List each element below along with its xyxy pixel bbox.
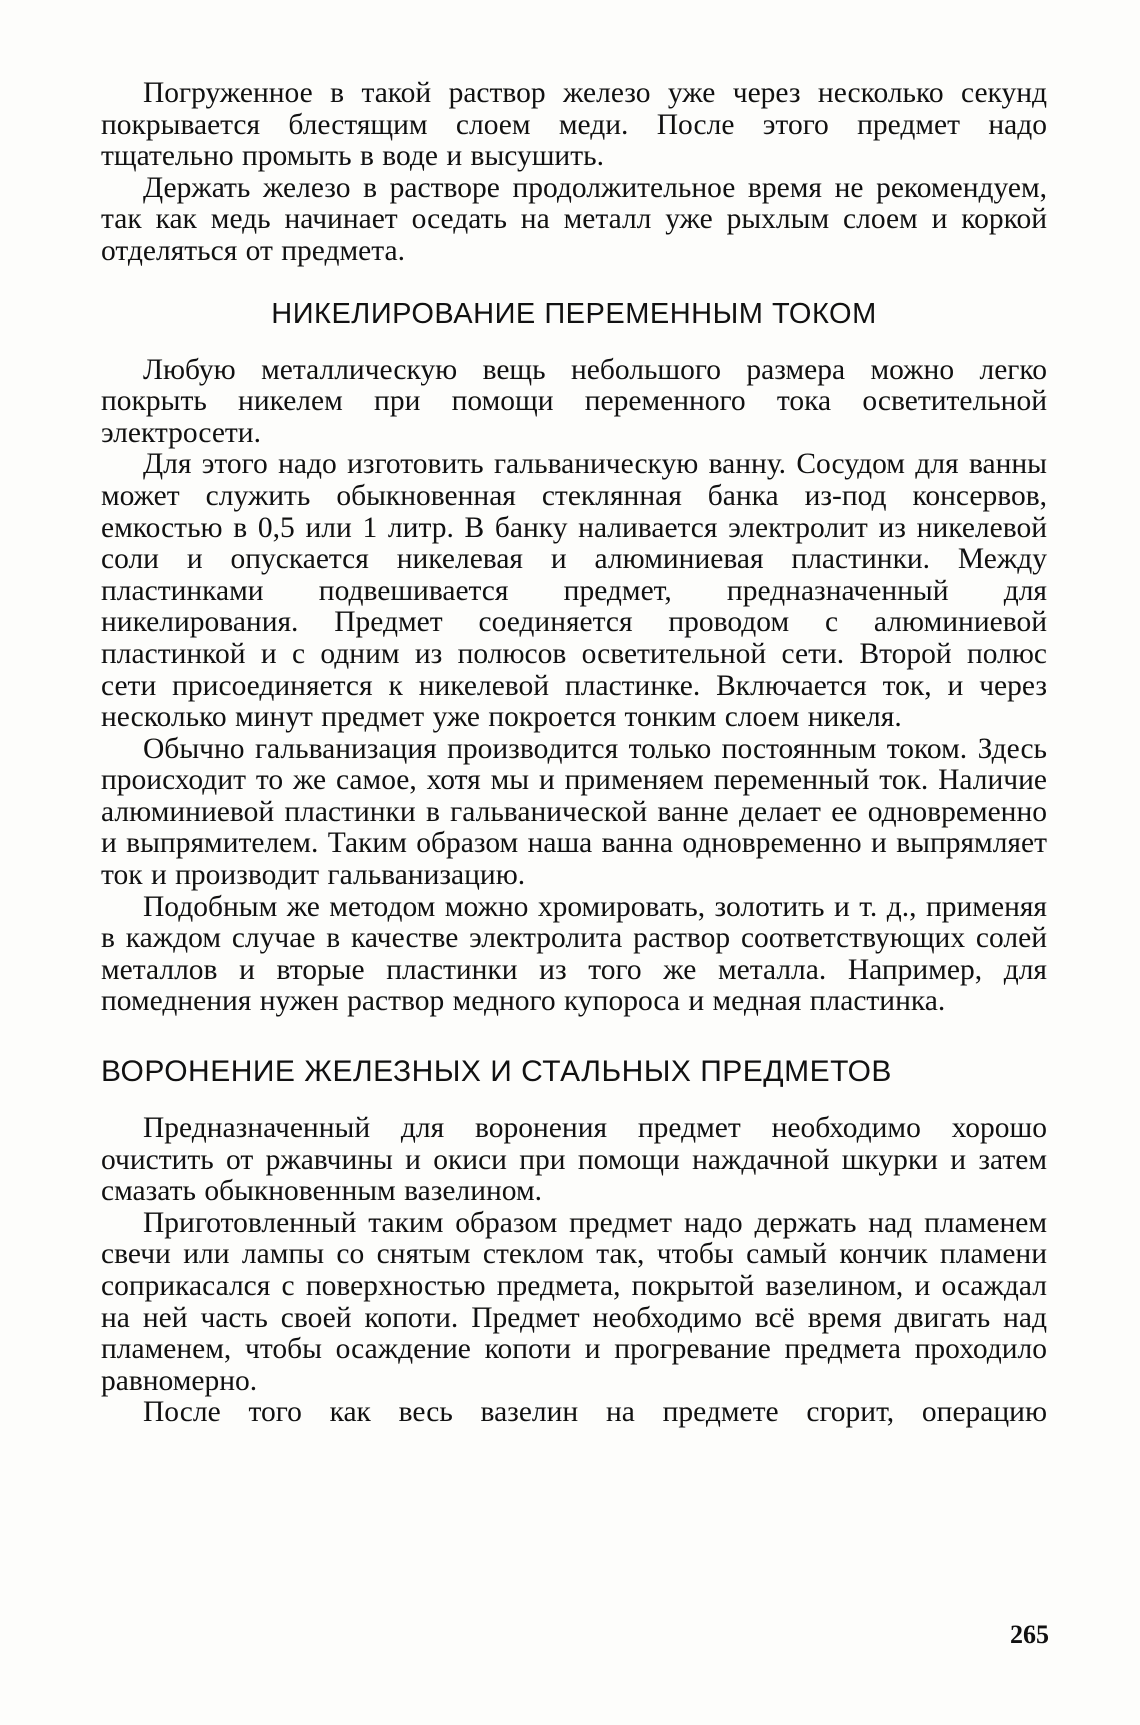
paragraph: Держать железо в растворе продолжительное время не рекомендуем, так как медь начинает оседать на металл уже рыхлым слоем и коркой отделяться от предмета. — [101, 171, 1047, 267]
section-heading-bluing: ВОРОНЕНИЕ ЖЕЛЕЗНЫХ И СТАЛЬНЫХ ПРЕДМЕТОВ — [101, 1055, 892, 1089]
paragraph: Обычно гальванизация производится только постоянным током. Здесь происходит то же самое, хотя мы и применяем переменный ток. Наличие алюминиевой пластинки в гальванической ванне делает ее одновременно и выпрямителем. Таким образом наша ванна одновременно и выпрямляет ток и производит гальванизацию. — [101, 732, 1047, 892]
section-heading-nickel-plating: НИКЕЛИРОВАНИЕ ПЕРЕМЕННЫМ ТОКОМ — [271, 297, 877, 330]
paragraph: Для этого надо изготовить гальваническую ванну. Сосудом для ванны может служить обыкновенная стеклянная банка из-под консервов, емкостью в 0,5 или 1 литр. В банку наливается электролит из никелевой соли и опускается никелевая и алюминиевая пластинки. Между пластинками подвешивается предмет, предназначенный для никелирования. Предмет соединяется проводом с алюминиевой пластинкой и с одним из полюсов осветительной сети. Второй полюс сети присоединяется к никелевой пластинке. Включается ток, и через несколько минут предмет уже покроется тонким слоем никеля. — [101, 448, 1047, 734]
text-column — [101, 78, 1047, 1429]
page-number: 265 — [1010, 1620, 1049, 1649]
paragraph: Предназначенный для воронения предмет необходимо хорошо очистить от ржавчины и окиси при помощи наждачной шкурки и затем смазать обыкновенным вазелином. — [101, 1112, 1047, 1208]
paragraph: Любую металлическую вещь небольшого размера можно легко покрыть никелем при помощи переменного тока осветительной электросети. — [101, 353, 1047, 449]
paragraph: Погруженное в такой раствор железо уже через несколько секунд покрывается блестящим слоем меди. После этого предмет надо тщательно промыть в воде и высушить. — [101, 77, 1047, 173]
paragraph-continued: После того как весь вазелин на предмете сгорит, операцию — [143, 1396, 1047, 1429]
paragraph: Приготовленный таким образом предмет надо держать над пламенем свечи или лампы со снятым стеклом так, чтобы самый кончик пламени соприкасался с поверхностью предмета, покрытой вазелином, и осаждал на ней часть своей копоти. Предмет необходимо всё время двигать над пламенем, чтобы осаждение копоти и прогревание предмета проходило равномерно. — [101, 1206, 1047, 1397]
paragraph: Подобным же методом можно хромировать, золотить и т. д., применяя в каждом случае в качестве электролита раствор соответствующих солей металлов и вторые пластинки из того же металла. Например, для помеднения нужен раствор медного купороса и медная пластинка. — [101, 890, 1047, 1018]
